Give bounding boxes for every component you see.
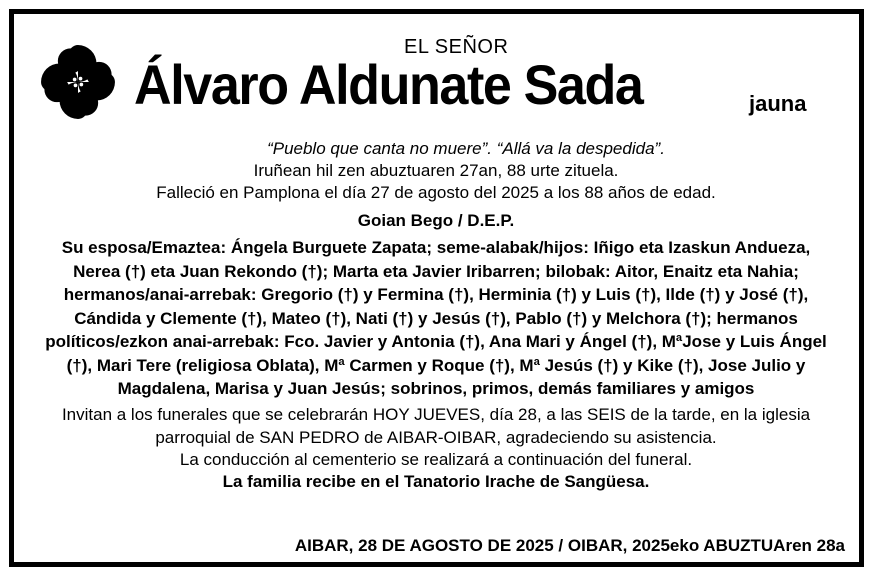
notice-body [36,138,836,493]
title-label: EL SEÑOR [404,36,509,58]
honorific-label: jauna [749,91,807,116]
rip-line: Goian Bego / D.E.P. [357,211,515,230]
lauburu-icon [36,40,120,124]
funeral-invitation: Invitan a los funerales que se celebrarán HOY JUEVES, día 28, a las SEIS de la tarde, en la iglesia parroquial de SAN PEDRO de AIBAR-OIBAR, agradeciendo su asistencia. [61,404,811,447]
place-date-footer: AIBAR, 28 DE AGOSTO DE 2025 / OIBAR, 2025eko ABUZTUAren 28a [294,536,845,555]
tanatorio-line: La familia recibe en el Tanatorio Irache de Sangüesa. [222,471,650,491]
deceased-name: Álvaro Aldunate Sada [134,53,643,116]
conduction-line: La conducción al cementerio se realizará a continuación del funeral. [179,449,693,469]
family-paragraph: Su esposa/Emaztea: Ángela Burguete Zapata; seme-alabak/hijos: Iñigo eta Izaskun Andueza, Nerea (†) eta Juan Rekondo (†); Marta eta Javier Iribarren; bilobak: Aitor, Enaitz eta Nahia; hermanos/anai-arrebak: Gregorio (†) y Fermina (†), Herminia (†) y Luis (†), Ilde (†) y José (†), Cándida y Clemente (†), Mateo (†), Nati (†) y Jesús (†), Pablo (†) y Melchora (†); hermanos políticos/ezkon anai-arrebak: Fco. Javier y Antonia (†), Ana Mari y Ángel (†), MªJose y Luis Ángel (†), Mari Tere (religiosa Oblata), Mª Carmen y Roque (†), Mª Jesús (†) y Kike (†), Jose Julio y Magdalena, Marisa y Juan Jesús; sobrinos, primos, demás familiares y amigos [45,238,827,398]
spanish-death-line: Falleció en Pamplona el día 27 de agosto del 2025 a los 88 años de edad. [156,183,716,202]
quote-line: “Pueblo que canta no muere”. “Allá va la despedida”. [267,139,665,158]
basque-death-line: Iruñean hil zen abuztuaren 27an, 88 urte zituela. [253,161,619,180]
obituary-notice [9,9,864,567]
